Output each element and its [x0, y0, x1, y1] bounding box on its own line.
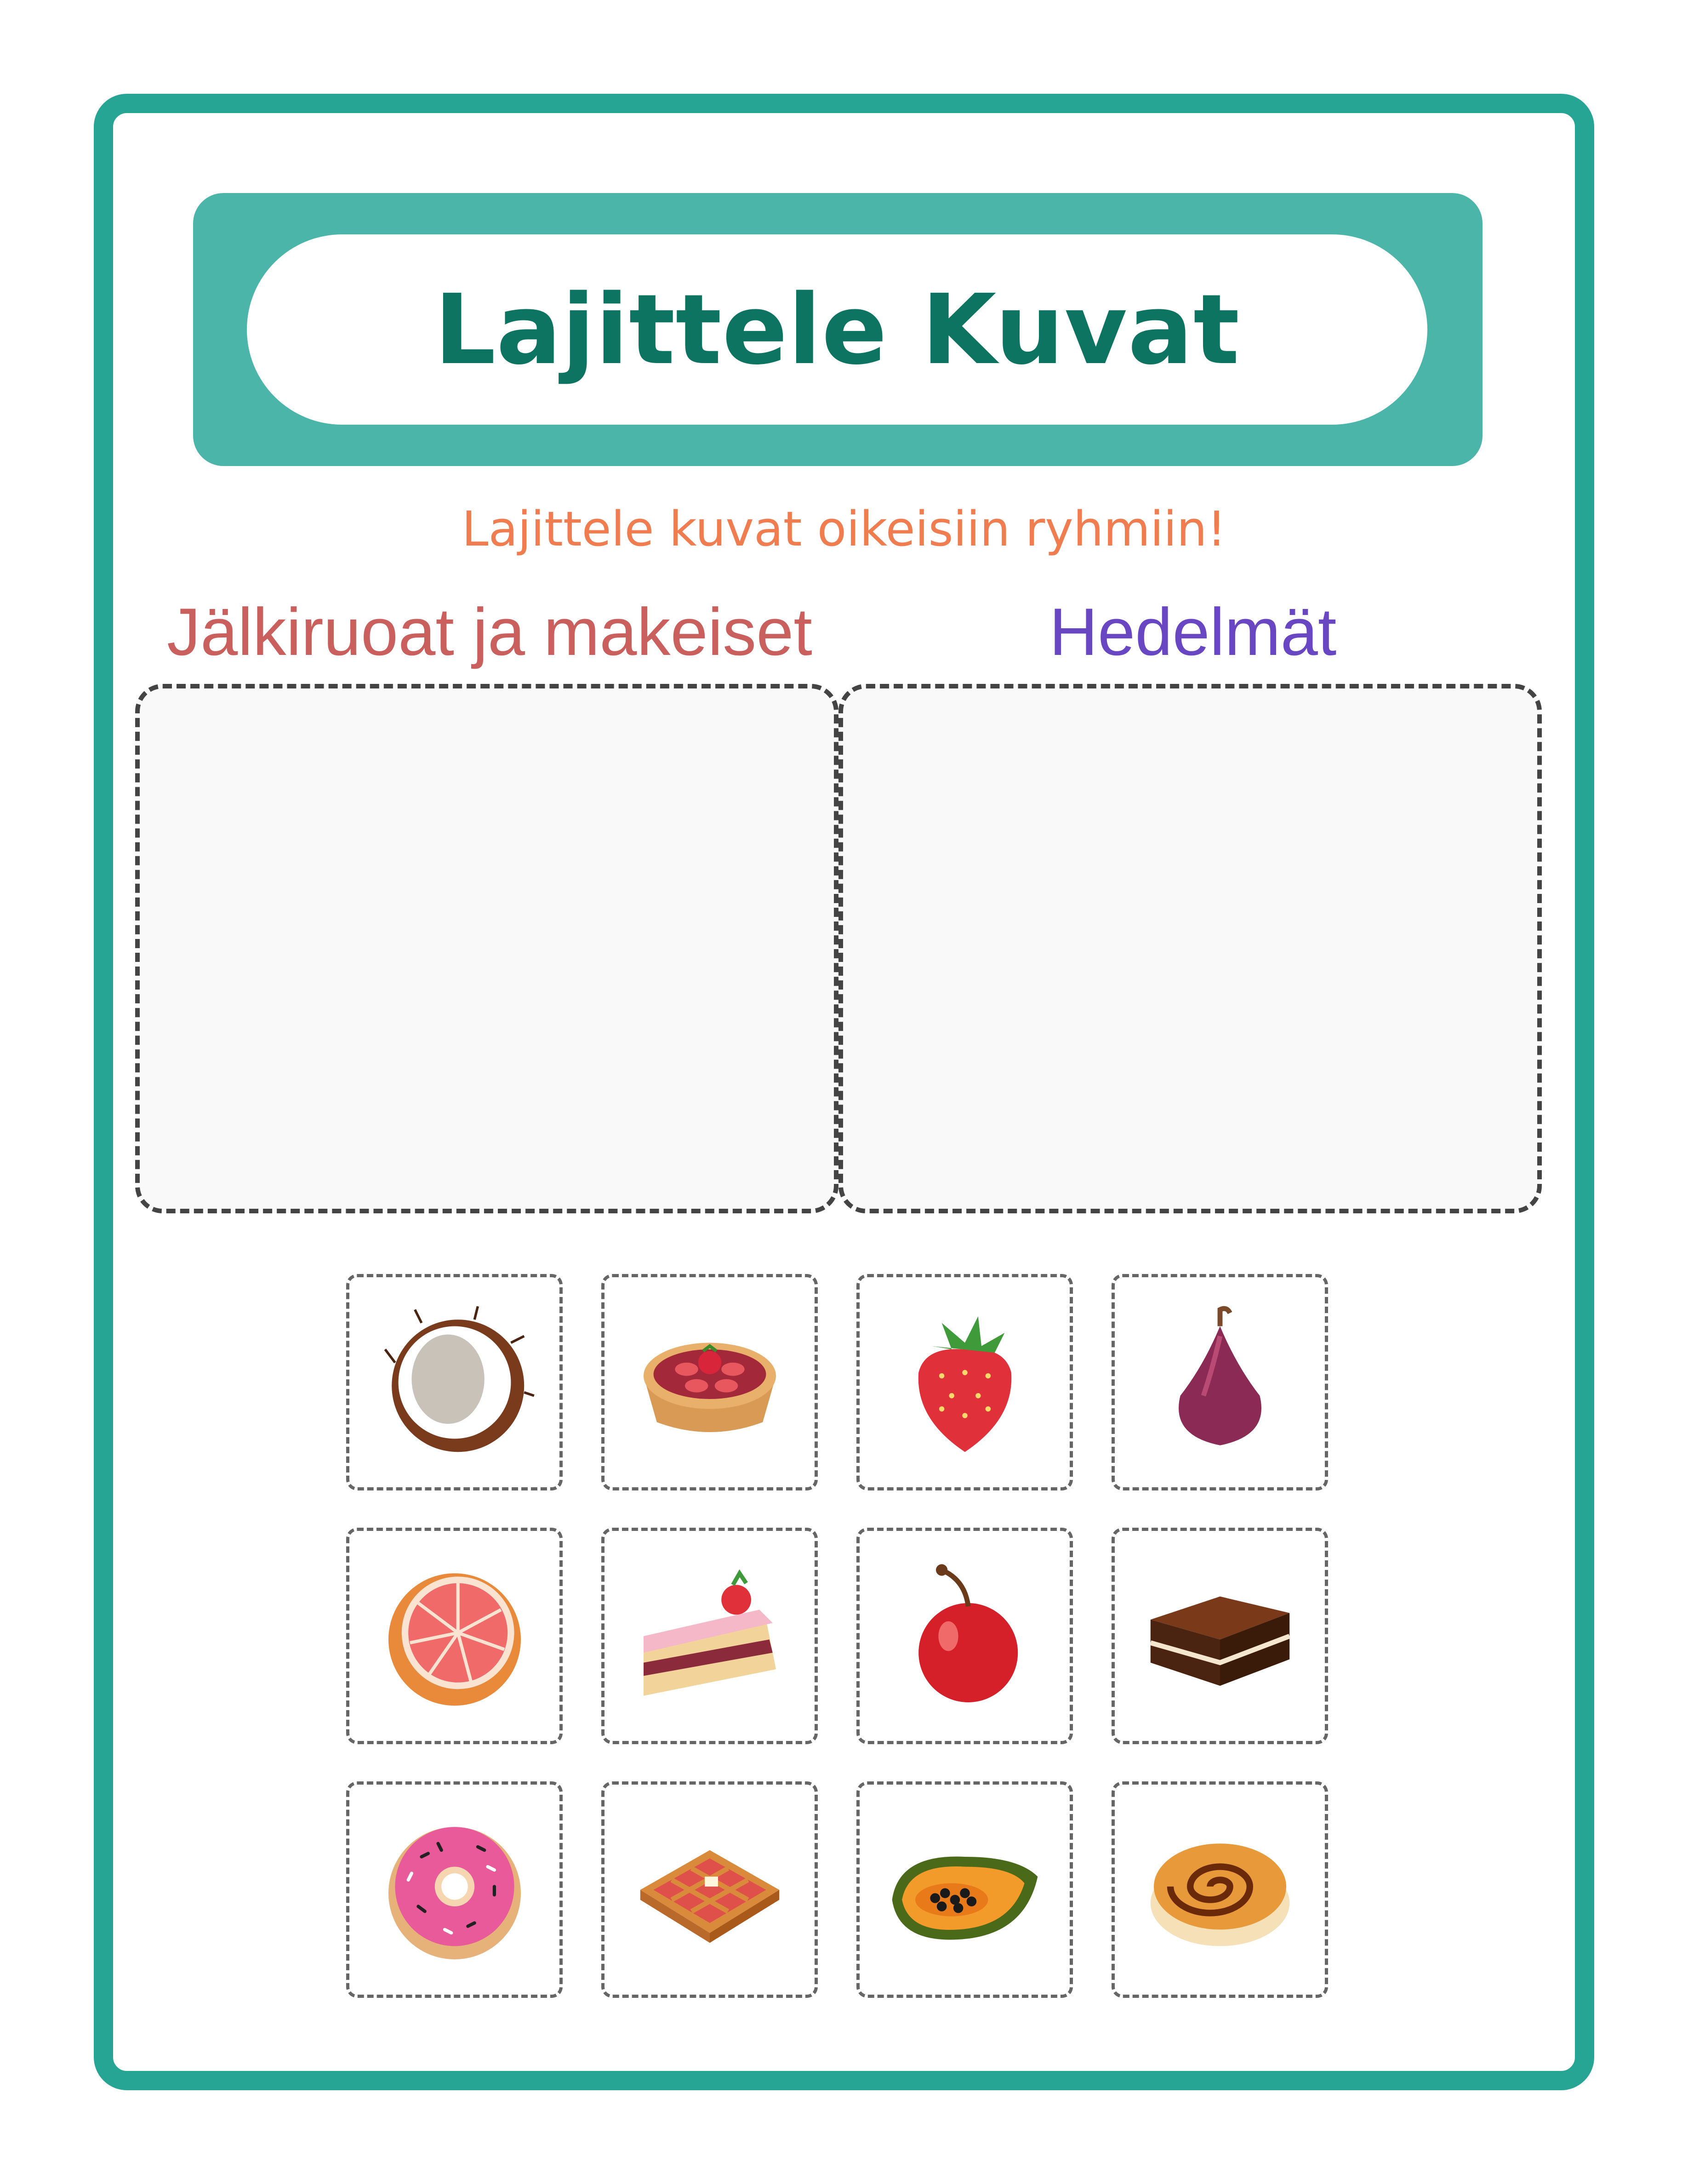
item-card-fig[interactable] — [1112, 1274, 1328, 1490]
cherry-icon — [882, 1553, 1048, 1719]
item-card-grapefruit[interactable] — [346, 1528, 563, 1744]
item-card-cherry[interactable] — [856, 1528, 1073, 1744]
instruction-text: Lajittele kuvat oikeisiin ryhmiin! — [462, 501, 1226, 557]
item-card-brownie[interactable] — [1112, 1528, 1328, 1744]
coconut-icon — [372, 1300, 537, 1465]
grapefruit-icon — [372, 1553, 537, 1719]
drop-zone-desserts[interactable] — [135, 684, 838, 1213]
waffle-icon — [627, 1807, 793, 1973]
item-card-donut[interactable] — [346, 1781, 563, 1998]
category-label-fruits: Hedelmät — [1049, 594, 1337, 669]
item-card-coconut[interactable] — [346, 1274, 563, 1490]
fig-icon — [1137, 1300, 1303, 1465]
papaya-icon — [882, 1807, 1048, 1973]
title-banner — [193, 193, 1483, 466]
item-card-papaya[interactable] — [856, 1781, 1073, 1998]
drop-zone-fruits[interactable] — [838, 684, 1542, 1213]
item-card-cake-slice[interactable] — [601, 1528, 818, 1744]
item-card-cinnamon-roll[interactable] — [1112, 1781, 1328, 1998]
donut-icon — [372, 1807, 537, 1973]
category-label-desserts: Jälkiruoat ja makeiset — [167, 594, 812, 669]
brownie-icon — [1137, 1553, 1303, 1719]
item-card-waffle[interactable] — [601, 1781, 818, 1998]
page-title: Lajittele Kuvat — [434, 273, 1240, 386]
cinnamon-roll-icon — [1137, 1807, 1303, 1973]
item-card-strawberry-tart[interactable] — [601, 1274, 818, 1490]
strawberry-tart-icon — [627, 1300, 793, 1465]
strawberry-icon — [882, 1300, 1048, 1465]
title-pill — [247, 234, 1427, 425]
item-card-strawberry[interactable] — [856, 1274, 1073, 1490]
cake-slice-icon — [627, 1553, 793, 1719]
